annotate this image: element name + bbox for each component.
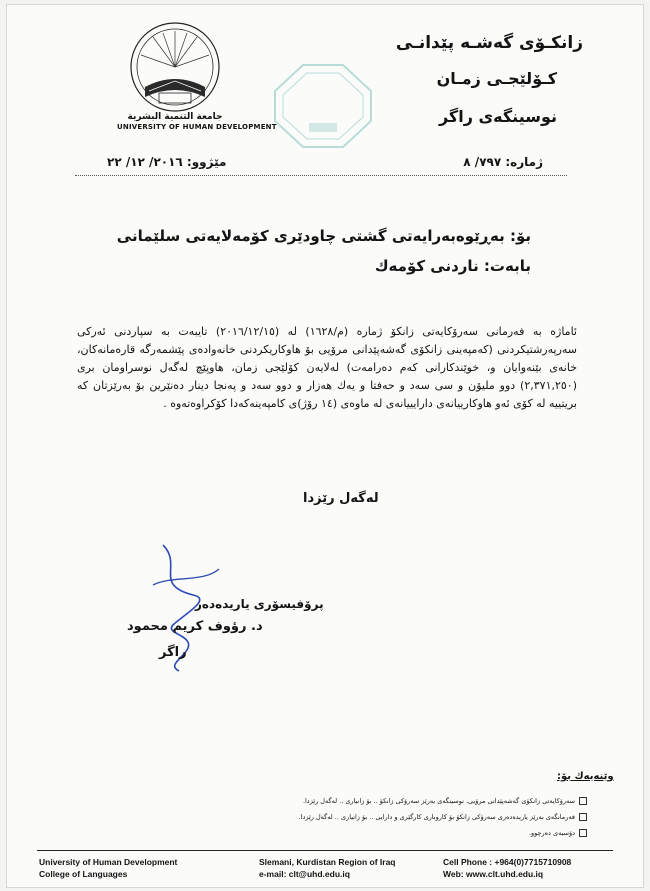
reference-number: ژمارە: ٧٩٧/ ٨ — [463, 155, 543, 169]
letter-date: مێژوو: ٢٠١٦/ ١٢/ ٢٢ — [107, 155, 227, 169]
footer-university: University of Human Development — [39, 857, 178, 867]
checkbox-icon — [579, 813, 587, 821]
closing-greeting: لەگەل رێزدا — [303, 491, 379, 506]
cc-item: فەرمانگەی بەرێز یاریدەدەری سەرۆكی زانكۆ بۆ كاروباری كارگێری و دارایی .. بۆ زانیاری .. لەگەل رێزدا. — [299, 813, 587, 821]
footer-web: Web: www.clt.uhd.edu.iq — [443, 869, 544, 879]
logo-arabic-text: جامعة التنمية البشرية — [127, 112, 223, 122]
header-divider — [75, 175, 567, 176]
footer-divider — [37, 850, 613, 851]
college-name: كـۆلێجـی زمـان — [436, 69, 557, 88]
cc-title: وێنەیەك بۆ: — [557, 771, 614, 782]
footer-address: Slemani, Kurdistan Region of Iraq — [259, 857, 396, 867]
signer-title: پرۆفیسۆری یاریدەدەر — [195, 597, 324, 611]
footer-phone: Cell Phone : +964(0)7715710908 — [443, 857, 572, 867]
footer-email: e-mail: clt@uhd.edu.iq — [259, 869, 350, 879]
checkbox-icon — [579, 829, 587, 837]
footer-college: College of Languages — [39, 869, 128, 879]
recipient-line: بۆ: بەڕێوەبەرایەتی گشتی چاودێری كۆمەلایەتی سلێمانی — [116, 227, 531, 245]
logo-caption: UNIVERSITY OF HUMAN DEVELOPMENT — [117, 123, 277, 131]
official-stamp — [273, 63, 373, 149]
checkbox-icon — [579, 797, 587, 805]
cc-item: دۆسیەی دەرچوو. — [529, 829, 587, 837]
signer-role: راگر — [159, 645, 187, 660]
letter-body: ئاماژە بە فەرمانی سەرۆكایەتی زانكۆ ژمارە (م/١٦٢٨) لە (٢٠١٦/١٢/١٥) تایبەت بە سپاردنی ئەركی سەرپەرشتیكردنی (كەمپەینی زانكۆی گەشەپێدانی مرۆیی بۆ هاوكاریكردنی خانەوادەی پێشمەرگە قارەمانەكان، خانەی بێنەوایان و، خوێندكارانی كەم دەرامەت) لەلایەن كۆلێجی زمان، هاوپێچ لەگەل نوسراومان بری (٢,٣٧١,٢٥٠) دوو ملیۆن و سی سەد و حەفتا و یەك هەزار و دوو سەد و پەنجا دینار دەنێرین بۆ بەرێزتان كە بریتییە لە كۆی ئەو هاوكارییانەی دارایییانەی لە ماوەی (١٤ رۆژ)ی كامپەینەكەدا كۆكراوەتەوە . — [77, 325, 577, 410]
office-name: نوسینگەی راگر — [438, 107, 557, 126]
signer-name: د. رؤوف كريم محمود — [127, 619, 263, 634]
letter-page — [6, 4, 644, 888]
subject-line: بابەت: ناردنی كۆمەك — [374, 257, 531, 275]
cc-item: سەرۆكایەتی زانكۆی گەشەپێدانی مرۆیی. نوسینگەی بەرێز سەرۆكی زانكۆ .. بۆ زانیاری .. لەگەل رێزدا. — [303, 797, 587, 805]
university-name: زانكـۆی گەشـە پێدانـی — [395, 33, 583, 53]
